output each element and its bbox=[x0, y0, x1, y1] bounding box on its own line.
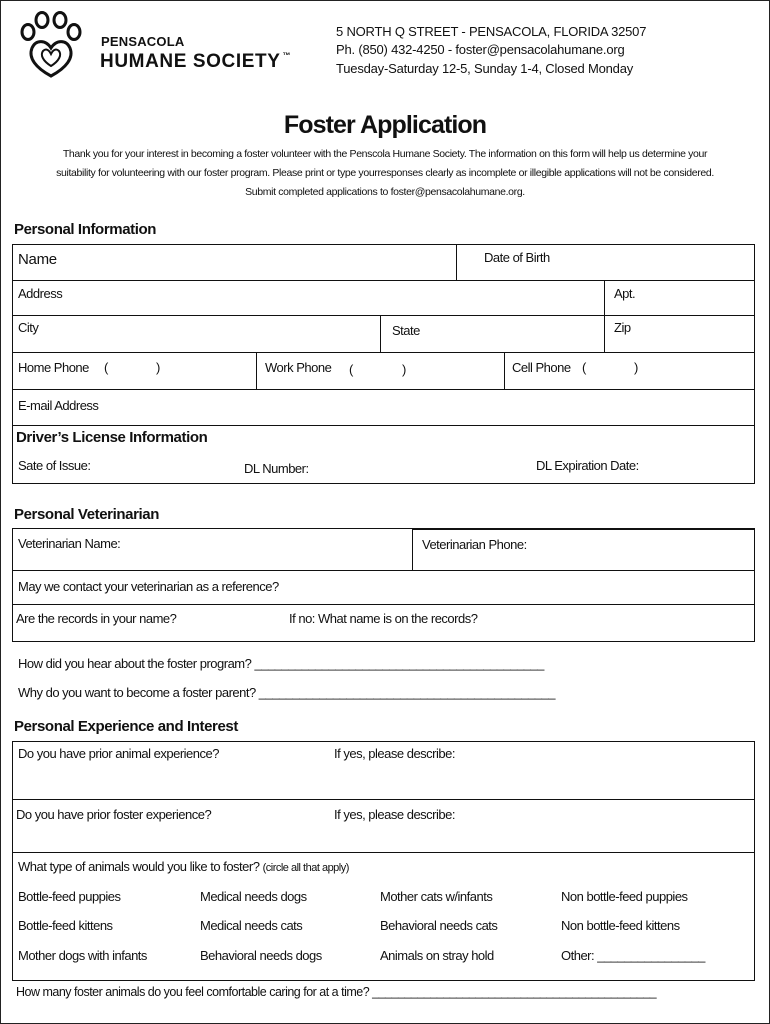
rule bbox=[12, 799, 755, 800]
experience-heading: Personal Experience and Interest bbox=[14, 718, 238, 735]
cell-phone-paren-close: ) bbox=[634, 360, 638, 375]
rule bbox=[256, 352, 257, 389]
address-field[interactable]: Address bbox=[18, 286, 63, 301]
option-medical-needs-dogs[interactable]: Medical needs dogs bbox=[200, 889, 307, 904]
home-phone-paren-close: ) bbox=[156, 360, 160, 375]
dl-heading: Driver’s License Information bbox=[16, 429, 208, 446]
city-field[interactable]: City bbox=[18, 320, 39, 335]
vet-contact-question[interactable]: May we contact your veterinarian as a reference? bbox=[18, 579, 279, 594]
home-phone-field[interactable]: Home Phone bbox=[18, 360, 89, 375]
dl-state-field[interactable]: Sate of Issue: bbox=[18, 458, 91, 473]
rule bbox=[412, 528, 755, 530]
email-field[interactable]: E-mail Address bbox=[18, 398, 99, 413]
option-animals-stray-hold[interactable]: Animals on stray hold bbox=[380, 948, 494, 963]
option-non-bottle-feed-kittens[interactable]: Non bottle-feed kittens bbox=[561, 918, 680, 933]
vet-phone-field[interactable]: Veterinarian Phone: bbox=[422, 537, 527, 552]
hear-about-field[interactable]: How did you hear about the foster program? ___________________________________________ bbox=[18, 656, 544, 671]
dob-field[interactable]: Date of Birth bbox=[484, 250, 550, 265]
page-title: Foster Application bbox=[283, 111, 487, 139]
option-mother-dogs-infants[interactable]: Mother dogs with infants bbox=[18, 948, 147, 963]
work-phone-field[interactable]: Work Phone bbox=[265, 360, 332, 375]
vet-name-field[interactable]: Veterinarian Name: bbox=[18, 536, 121, 551]
header-contact: Ph. (850) 432-4250 - foster@pensacolahumane.org bbox=[336, 42, 625, 57]
option-medical-needs-cats[interactable]: Medical needs cats bbox=[200, 918, 303, 933]
state-field[interactable]: State bbox=[392, 323, 420, 338]
rule bbox=[12, 604, 755, 605]
name-field[interactable]: Name bbox=[18, 251, 57, 268]
intro-line-1: Thank you for your interest in becoming a foster volunteer with the Penscola Humane Society. The information on this form will help us determine your bbox=[62, 148, 708, 160]
circle-note: (circle all that apply) bbox=[262, 862, 349, 874]
rule bbox=[12, 280, 755, 281]
option-bottle-feed-puppies[interactable]: Bottle-feed puppies bbox=[18, 889, 121, 904]
rule bbox=[12, 852, 755, 853]
cell-phone-paren-open: ( bbox=[582, 360, 586, 375]
option-bottle-feed-kittens[interactable]: Bottle-feed kittens bbox=[18, 918, 113, 933]
rule bbox=[12, 389, 755, 390]
cell-phone-field[interactable]: Cell Phone bbox=[512, 360, 571, 375]
vet-heading: Personal Veterinarian bbox=[14, 506, 160, 523]
rule bbox=[412, 528, 413, 570]
why-foster-field[interactable]: Why do you want to become a foster parent? ____________________________________________ bbox=[18, 685, 555, 700]
rule bbox=[12, 570, 755, 571]
dl-expiration-field[interactable]: DL Expiration Date: bbox=[536, 458, 639, 473]
org-name-small: PENSACOLA bbox=[101, 34, 185, 49]
option-behavioral-needs-cats[interactable]: Behavioral needs cats bbox=[380, 918, 498, 933]
intro-line-3: Submit completed applications to foster@pensacolahumane.org. bbox=[245, 186, 525, 198]
trademark-symbol: ™ bbox=[282, 51, 292, 60]
apt-field[interactable]: Apt. bbox=[614, 286, 636, 301]
prior-foster-question[interactable]: Do you have prior foster experience? bbox=[16, 807, 212, 822]
animal-type-question-text: What type of animals would you like to foster? bbox=[18, 859, 260, 874]
rule bbox=[504, 352, 505, 389]
personal-info-heading: Personal Information bbox=[14, 221, 157, 238]
rule bbox=[12, 315, 755, 316]
rule bbox=[380, 315, 381, 352]
option-behavioral-needs-dogs[interactable]: Behavioral needs dogs bbox=[200, 948, 322, 963]
header-hours: Tuesday-Saturday 12-5, Sunday 1-4, Closed Monday bbox=[336, 61, 634, 76]
paw-heart-logo bbox=[18, 8, 88, 80]
option-non-bottle-feed-puppies[interactable]: Non bottle-feed puppies bbox=[561, 889, 688, 904]
records-name-other-field[interactable]: If no: What name is on the records? bbox=[289, 611, 478, 626]
work-phone-paren-close: ) bbox=[402, 362, 406, 377]
work-phone-paren-open: ( bbox=[349, 362, 353, 377]
rule bbox=[604, 280, 605, 352]
intro-text bbox=[0, 145, 770, 202]
dl-number-field[interactable]: DL Number: bbox=[244, 461, 309, 476]
rule bbox=[12, 352, 755, 353]
header-address: 5 NORTH Q STREET - PENSACOLA, FLORIDA 32507 bbox=[336, 24, 647, 39]
prior-animal-describe-field[interactable]: If yes, please describe: bbox=[334, 746, 455, 761]
prior-foster-describe-field[interactable]: If yes, please describe: bbox=[334, 807, 455, 822]
rule bbox=[456, 244, 457, 280]
records-name-question[interactable]: Are the records in your name? bbox=[16, 611, 177, 626]
how-many-animals-field[interactable]: How many foster animals do you feel comfortable caring for at a time? ____________________________________________ bbox=[16, 985, 657, 999]
home-phone-paren-open: ( bbox=[104, 360, 108, 375]
option-other-field[interactable]: Other: ________________ bbox=[561, 948, 705, 963]
prior-animal-question[interactable]: Do you have prior animal experience? bbox=[18, 746, 219, 761]
org-name-large bbox=[100, 51, 291, 73]
option-mother-cats-infants[interactable]: Mother cats w/infants bbox=[380, 889, 493, 904]
rule bbox=[12, 425, 755, 426]
intro-line-2: suitability for volunteering with our foster program. Please print or type yourresponses clearly as incomplete or illegible applications will not be considered. bbox=[56, 167, 714, 179]
animal-type-question bbox=[18, 859, 349, 874]
zip-field[interactable]: Zip bbox=[614, 320, 631, 335]
org-name-text: HUMANE SOCIETY bbox=[100, 51, 281, 72]
